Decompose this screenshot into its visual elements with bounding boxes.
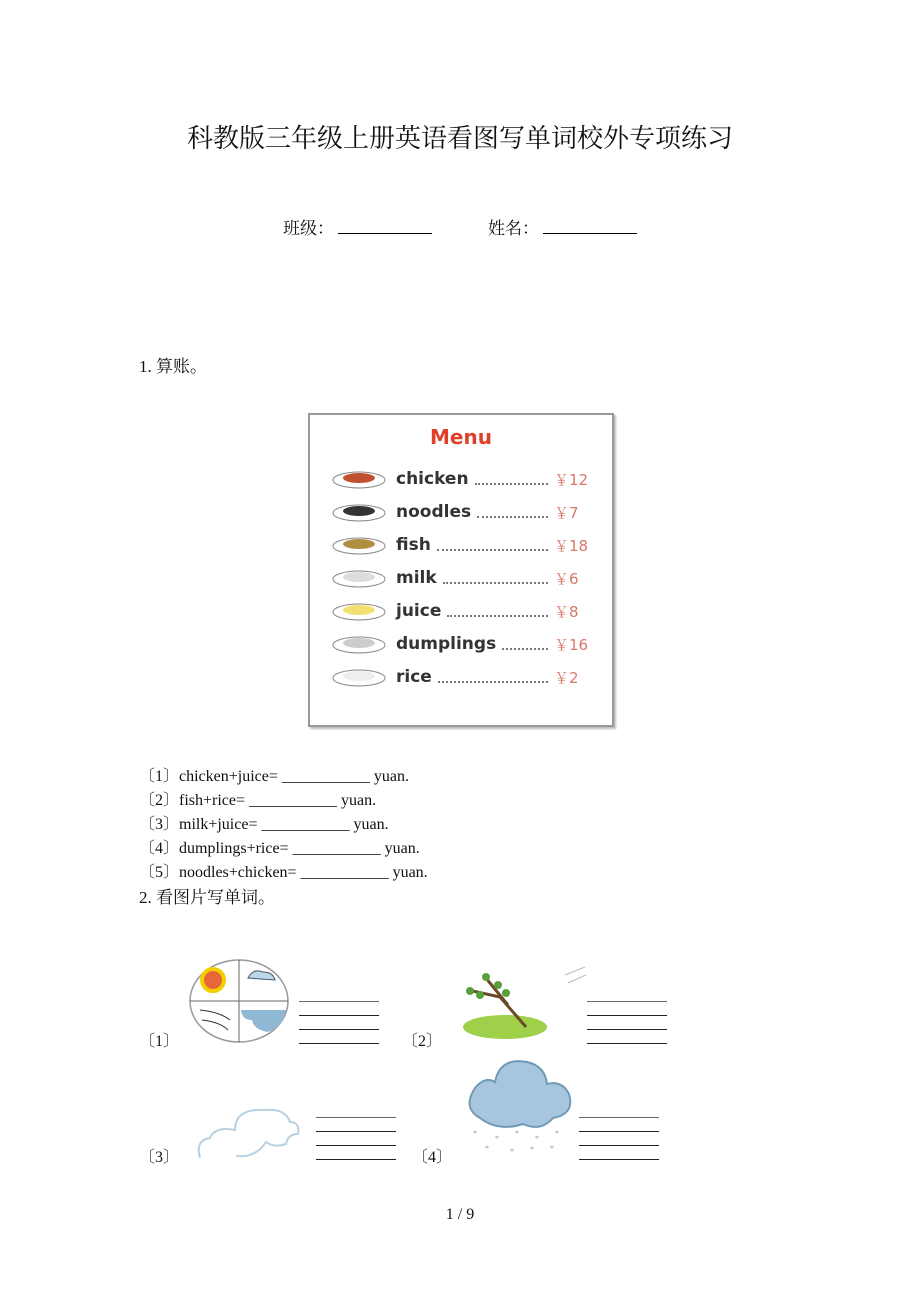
menu-item xyxy=(330,465,600,493)
leader-dots xyxy=(502,638,548,650)
svg-text:*: * xyxy=(535,1134,539,1143)
menu-item-price: ￥2 xyxy=(554,668,579,687)
menu-item-name: juice xyxy=(396,601,442,621)
menu-item-price: ￥12 xyxy=(554,470,589,489)
menu-item-price: ￥18 xyxy=(554,536,589,555)
menu-item-name: fish xyxy=(396,535,431,555)
write-lines[interactable] xyxy=(316,1104,396,1160)
snowy-cloud-icon xyxy=(465,1056,575,1158)
leader-dots xyxy=(437,539,548,551)
menu-item xyxy=(330,531,600,559)
svg-text:*: * xyxy=(473,1129,477,1138)
menu-item-price: ￥6 xyxy=(554,569,579,588)
name-label: 姓名： xyxy=(488,219,539,238)
class-blank[interactable] xyxy=(338,219,432,234)
food-icon xyxy=(330,599,388,623)
calc-item: 〔2〕fish+rice= ___________ yuan. xyxy=(139,792,377,809)
svg-text:*: * xyxy=(530,1145,534,1154)
calc-item: 〔4〕dumplings+rice= ___________ yuan. xyxy=(139,840,420,857)
svg-text:*: * xyxy=(515,1129,519,1138)
write-lines[interactable] xyxy=(579,1104,659,1160)
menu-item xyxy=(330,630,600,658)
food-icon xyxy=(330,467,388,491)
class-label: 班级： xyxy=(283,219,334,238)
calc-item: 〔5〕noodles+chicken= ___________ yuan. xyxy=(139,864,428,881)
food-icon xyxy=(330,632,388,656)
food-icon xyxy=(330,566,388,590)
svg-text:*: * xyxy=(555,1129,559,1138)
menu-item-name: rice xyxy=(396,667,432,687)
name-blank[interactable] xyxy=(543,219,637,234)
document-title: 科教版三年级上册英语看图写单词校外专项练习 xyxy=(186,124,733,153)
menu-item-price: ￥7 xyxy=(554,503,579,522)
windy-tree-icon xyxy=(460,965,590,1040)
menu-item xyxy=(330,498,600,526)
leader-dots xyxy=(443,572,548,584)
leader-dots xyxy=(475,473,548,485)
menu-item xyxy=(330,663,600,691)
menu-item-name: chicken xyxy=(396,469,469,489)
menu-item-name: noodles xyxy=(396,502,472,522)
leader-dots xyxy=(438,671,548,683)
question-1-heading: 1. 算账。 xyxy=(139,357,207,376)
food-icon xyxy=(330,500,388,524)
svg-text:*: * xyxy=(495,1134,499,1143)
write-lines[interactable] xyxy=(299,988,379,1044)
cloudy-icon xyxy=(195,1088,305,1163)
menu-item-price: ￥8 xyxy=(554,602,579,621)
menu-image xyxy=(308,413,614,727)
weather-circle-icon xyxy=(188,958,290,1044)
svg-text:*: * xyxy=(550,1144,554,1153)
menu-item-name: milk xyxy=(396,568,437,588)
leader-dots xyxy=(447,605,548,617)
picture-label: 〔1〕 xyxy=(139,1033,180,1050)
picture-label: 〔4〕 xyxy=(412,1149,453,1166)
class-field xyxy=(283,214,432,239)
name-field xyxy=(488,214,637,239)
menu-item xyxy=(330,564,600,592)
food-icon xyxy=(330,533,388,557)
menu-title: Menu xyxy=(430,425,492,449)
svg-text:*: * xyxy=(510,1147,514,1156)
svg-text:*: * xyxy=(485,1144,489,1153)
calc-item: 〔1〕chicken+juice= ___________ yuan. xyxy=(139,768,409,785)
calc-item: 〔3〕milk+juice= ___________ yuan. xyxy=(139,816,389,833)
leader-dots xyxy=(477,506,548,518)
picture-label: 〔2〕 xyxy=(402,1033,443,1050)
menu-item xyxy=(330,597,600,625)
write-lines[interactable] xyxy=(587,988,667,1044)
menu-item-name: dumplings xyxy=(396,634,497,654)
food-icon xyxy=(330,665,388,689)
page-number: 1 / 9 xyxy=(445,1206,475,1223)
picture-label: 〔3〕 xyxy=(139,1149,180,1166)
menu-item-price: ￥16 xyxy=(554,635,589,654)
question-2-heading: 2. 看图片写单词。 xyxy=(139,888,275,907)
